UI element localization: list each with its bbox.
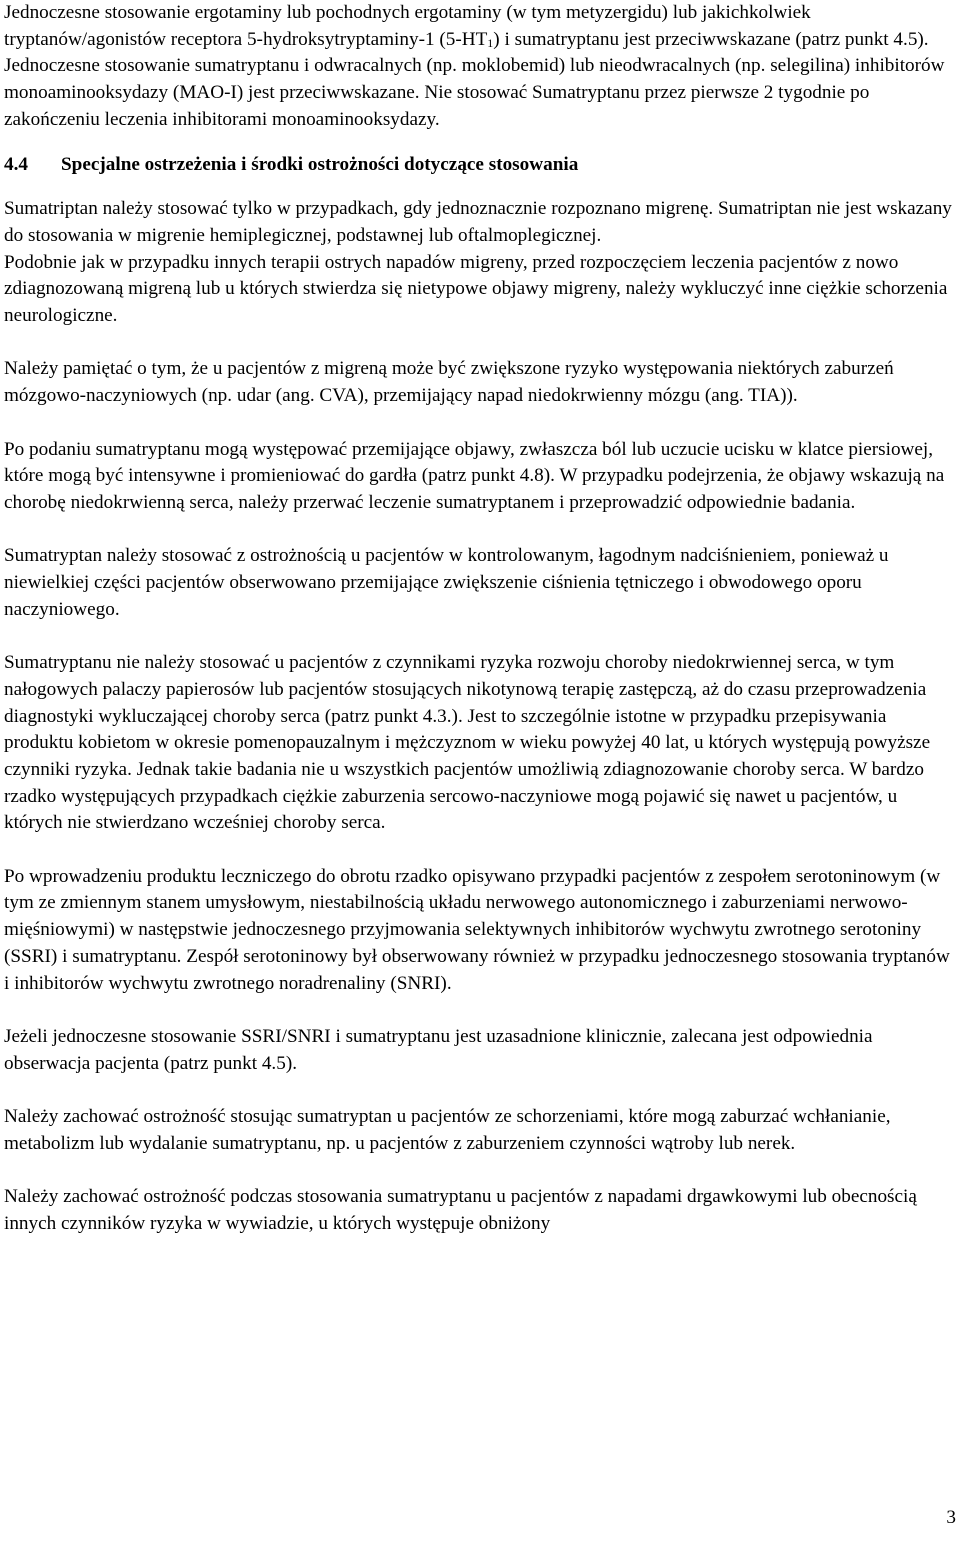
- paragraph-seizures: Należy zachować ostrożność podczas stosowania sumatryptanu u pacjentów z napadami drgawkowymi lub obecnością innych czynników ryzyka w wywiadzie, u których występuje obniżony: [4, 1186, 917, 1234]
- section-title: Specjalne ostrzeżenia i środki ostrożności dotyczące stosowania: [61, 153, 579, 175]
- paragraph-cardiac-risk: Sumatryptanu nie należy stosować u pacjentów z czynnikami ryzyka rozwoju choroby niedokrwiennej serca, w tym nałogowych palaczy papierosów lub pacjentów stosujących nikotynową terapię zastępczą, aż do czasu przeprowadzenia diagnostyki wykluczającej choroby serca (patrz punkt 4.3.). Jest to szczególnie istotne w przypadku przepisywania produktu kobietom w okresie pomenopauzalnym i mężczyznom w wieku powyżej 40 lat, u których występują powyższe czynniki ryzyka. Jednak takie badania nie u wszystkich pacjentów umożliwią zdiagnozowanie choroby serca. W bardzo rzadko występujących przypadkach ciężkie zaburzenia sercowo-naczyniowe mogą pojawić się nawet u pacjentów, u których nie stwierdzano wcześniej choroby serca.: [4, 652, 931, 834]
- section-number: 4.4: [4, 153, 28, 175]
- page-number: 3: [946, 1507, 956, 1528]
- paragraph-contraindication-maoi: Jednoczesne stosowanie sumatryptanu i odwracalnych (np. moklobemid) lub nieodwracalnych (np. selegilina) inhibitorów monoaminooksydazy (MAO-I) jest przeciwwskazane. Nie stosować Sumatryptanu przez pierwsze 2 tygodnie po zakończeniu leczenia inhibitorami monoaminooksydazy.: [4, 55, 945, 130]
- paragraph-serotonin-syndrome: Po wprowadzeniu produktu leczniczego do obrotu rzadko opisywano przypadki pacjentów z zespołem serotoninowym (w tym ze zmiennym stanem umysłowym, niestabilnością układu nerwowego autonomicznego i zaburzeniami nerwowo-mięśniowymi) w następstwie jednoczesnego przyjmowania selektywnych inhibitorów wychwytu zwrotnego serotoniny (SSRI) i sumatryptanu. Zespół serotoninowy był obserwowany również w przypadku jednoczesnego stosowania tryptanów i inhibitorów wychwytu zwrotnego noradrenaliny (SNRI).: [4, 865, 950, 994]
- document-page: [4, 0, 957, 1238]
- paragraph-contraindication-ergotamine: Jednoczesne stosowanie ergotaminy lub pochodnych ergotaminy (w tym metyzergidu) lub jakichkolwiek tryptanów/agonistów receptora 5-hydroksytryptaminy-1 $(5-HT_1)$ i sumatryptanu jest przeciwwskazane (patrz punkt 4.5).: [4, 2, 929, 50]
- paragraph-migraine-diagnosis: Sumatriptan należy stosować tylko w przypadkach, gdy jednoznacznie rozpoznano migrenę. Sumatriptan nie jest wskazany do stosowania w migrenie hemiplegicznej, podstawnej lub oftalmoplegicznej.: [4, 198, 952, 246]
- paragraph-absorption-metabolism: Należy zachować ostrożność stosując sumatryptan u pacjentów ze schorzeniami, które mogą zaburzać wchłanianie, metabolizm lub wydalanie sumatryptanu, np. u pacjentów z zaburzeniem czynności wątroby lub nerek.: [4, 1106, 891, 1154]
- subscript-1: 1: [487, 35, 494, 50]
- paragraph-hypertension: Sumatryptan należy stosować z ostrożnością u pacjentów w kontrolowanym, łagodnym nadciśnieniem, ponieważ u niewielkiej części pacjentów obserwowano przemijające zwiększenie ciśnienia tętniczego i obwodowego oporu naczyniowego.: [4, 545, 889, 620]
- section-heading: [4, 152, 957, 179]
- paragraph-chest-symptoms: Po podaniu sumatryptanu mogą występować przemijające objawy, zwłaszcza ból lub uczucie ucisku w klatce piersiowej, które mogą być intensywne i promieniować do gardła (patrz punkt 4.8). W przypadku podejrzenia, że objawy wskazują na chorobę niedokrwienną serca, należy przerwać leczenie sumatryptanem i przeprowadzić odpowiednie badania.: [4, 438, 945, 513]
- paragraph-ssri-snri: Jeżeli jednoczesne stosowanie SSRI/SNRI i sumatryptanu jest uzasadnione klinicznie, zalecana jest odpowiednia obserwacja pacjenta (patrz punkt 4.5).: [4, 1025, 873, 1074]
- paragraph-cerebrovascular-risk: Należy pamiętać o tym, że u pacjentów z migreną może być zwiększone ryzyko występowania niektórych zaburzeń mózgowo-naczyniowych (np. udar (ang. CVA), przemijający napad niedokrwienny mózgu (ang. TIA)).: [4, 358, 894, 407]
- paragraph-exclude-neurological: Podobnie jak w przypadku innych terapii ostrych napadów migreny, przed rozpoczęciem leczenia pacjentów z nowo zdiagnozowaną migreną lub u których stwierdza się nietypowe objawy migreny, należy wykluczyć inne ciężkie schorzenia neurologiczne.: [4, 251, 948, 327]
